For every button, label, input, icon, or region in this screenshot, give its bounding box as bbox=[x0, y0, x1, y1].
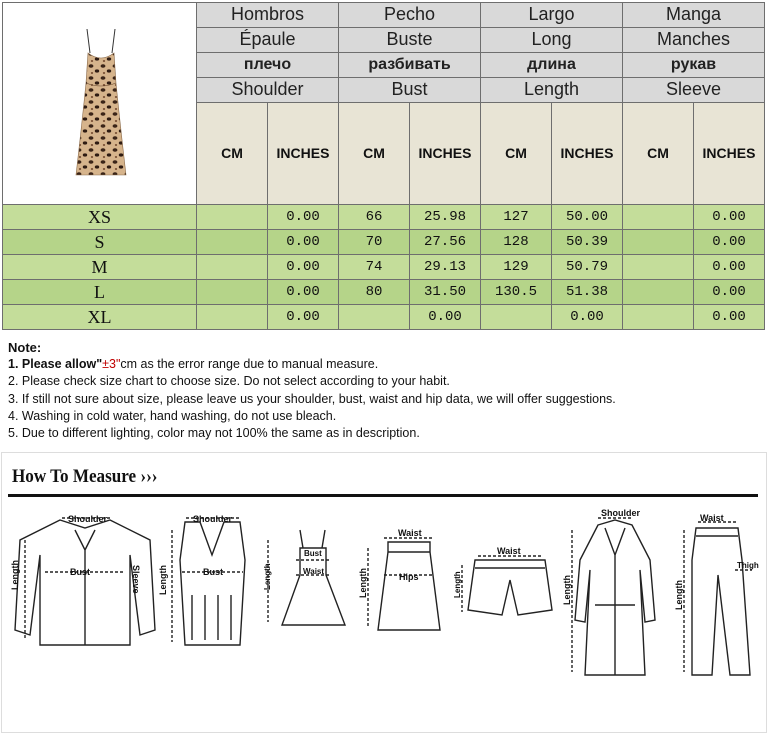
length-cm: 127 bbox=[481, 205, 552, 230]
vest-length-label: Length bbox=[158, 565, 168, 595]
sleeve-inches: 0.00 bbox=[694, 280, 765, 305]
shorts-illustration bbox=[462, 556, 552, 615]
header-en-bust: Bust bbox=[339, 77, 481, 102]
size-label: XS bbox=[3, 205, 197, 230]
unit-inches: INCHES bbox=[268, 102, 339, 204]
sleeve-cm bbox=[623, 305, 694, 330]
header-fr-sleeve: Manches bbox=[623, 27, 765, 52]
unit-inches: INCHES bbox=[694, 102, 765, 204]
jeans-illustration bbox=[684, 522, 752, 675]
unit-cm: CM bbox=[197, 102, 268, 204]
length-inches: 50.39 bbox=[552, 230, 623, 255]
header-ru-bust: разбивать bbox=[339, 52, 481, 77]
note-4: 4. Washing in cold water, hand washing, do not use bleach. bbox=[8, 408, 337, 423]
shoulder-cm bbox=[197, 280, 268, 305]
cami-dress-illustration bbox=[268, 530, 345, 625]
header-en-sleeve: Sleeve bbox=[623, 77, 765, 102]
header-es-shoulder: Hombros bbox=[197, 3, 339, 28]
skirt-length-label: Length bbox=[358, 568, 368, 598]
skirt-illustration bbox=[368, 538, 440, 630]
shirt-length-label: Length bbox=[10, 560, 20, 590]
unit-inches: INCHES bbox=[410, 102, 481, 204]
coat-length-label: Length bbox=[562, 575, 572, 605]
dress-waist-label: Waist bbox=[303, 567, 325, 576]
note-5: 5. Due to different lighting, color may not 100% the same as in description. bbox=[8, 426, 420, 441]
shoulder-cm bbox=[197, 255, 268, 280]
length-cm: 130.5 bbox=[481, 280, 552, 305]
header-es-bust: Pecho bbox=[339, 3, 481, 28]
jeans-waist-label: Waist bbox=[700, 513, 724, 523]
size-label: M bbox=[3, 255, 197, 280]
size-chart-table bbox=[2, 2, 765, 330]
sleeve-inches: 0.00 bbox=[694, 305, 765, 330]
length-inches: 0.00 bbox=[552, 305, 623, 330]
shirt-shoulder-label: Shoulder bbox=[68, 514, 108, 524]
shoulder-cm bbox=[197, 205, 268, 230]
note-3: 3. If still not sure about size, please leave us your shoulder, bust, waist and hip data, we will offer suggestions. bbox=[8, 391, 616, 406]
leopard-dress-photo bbox=[4, 3, 196, 199]
shoulder-inches: 0.00 bbox=[268, 230, 339, 255]
unit-cm: CM bbox=[481, 102, 552, 204]
size-label: L bbox=[3, 280, 197, 305]
table-row bbox=[3, 305, 765, 330]
header-en-shoulder: Shoulder bbox=[197, 77, 339, 102]
shoulder-inches: 0.00 bbox=[268, 205, 339, 230]
shoulder-cm bbox=[197, 305, 268, 330]
bust-cm: 80 bbox=[339, 280, 410, 305]
note-1-text: cm as the error range due to manual measure. bbox=[120, 357, 379, 372]
divider bbox=[8, 494, 758, 497]
bust-cm bbox=[339, 305, 410, 330]
sleeve-cm bbox=[623, 280, 694, 305]
notes-title: Note: bbox=[8, 340, 42, 355]
shoulder-cm bbox=[197, 230, 268, 255]
unit-cm: CM bbox=[623, 102, 694, 204]
bust-cm: 66 bbox=[339, 205, 410, 230]
trench-coat-illustration bbox=[572, 518, 655, 675]
how-to-measure-text: How To Measure bbox=[12, 466, 137, 487]
shoulder-inches: 0.00 bbox=[268, 255, 339, 280]
jeans-thigh-label: Thigh bbox=[737, 561, 759, 570]
length-inches: 51.38 bbox=[552, 280, 623, 305]
shorts-length-label: Length bbox=[453, 571, 462, 598]
sleeve-inches: 0.00 bbox=[694, 230, 765, 255]
size-label: S bbox=[3, 230, 197, 255]
sleeve-cm bbox=[623, 255, 694, 280]
header-en-length: Length bbox=[481, 77, 623, 102]
product-photo-cell bbox=[3, 3, 197, 205]
shirt-sleeve-label: Sleeve bbox=[131, 565, 141, 594]
header-fr-bust: Buste bbox=[339, 27, 481, 52]
sleeve-cm bbox=[623, 205, 694, 230]
vest-illustration bbox=[172, 518, 245, 645]
bust-inches: 31.50 bbox=[410, 280, 481, 305]
header-ru-shoulder: плечо bbox=[197, 52, 339, 77]
header-ru-length: длина bbox=[481, 52, 623, 77]
dress-bust-label: Bust bbox=[304, 549, 322, 558]
sleeve-inches: 0.00 bbox=[694, 205, 765, 230]
jeans-length-label: Length bbox=[674, 580, 684, 610]
header-ru-sleeve: рукав bbox=[623, 52, 765, 77]
bust-inches: 27.56 bbox=[410, 230, 481, 255]
note-1-bold: 1. Please allow" bbox=[8, 357, 103, 372]
length-cm: 129 bbox=[481, 255, 552, 280]
bust-inches: 29.13 bbox=[410, 255, 481, 280]
vest-shoulder-label: Shoulder bbox=[193, 514, 233, 524]
bust-cm: 70 bbox=[339, 230, 410, 255]
sleeve-cm bbox=[623, 230, 694, 255]
note-2: 2. Please check size chart to choose size. Do not select according to your habit. bbox=[8, 374, 450, 389]
header-es-length: Largo bbox=[481, 3, 623, 28]
coat-shoulder-label: Shoulder bbox=[601, 508, 641, 518]
table-row bbox=[3, 230, 765, 255]
length-inches: 50.00 bbox=[552, 205, 623, 230]
unit-cm: CM bbox=[339, 102, 410, 204]
table-row bbox=[3, 255, 765, 280]
table-row bbox=[3, 205, 765, 230]
note-1-tolerance: ±3" bbox=[102, 357, 121, 372]
sleeve-inches: 0.00 bbox=[694, 255, 765, 280]
bust-inches: 25.98 bbox=[410, 205, 481, 230]
skirt-hips-label: Hips bbox=[399, 572, 419, 582]
unit-inches: INCHES bbox=[552, 102, 623, 204]
shoulder-inches: 0.00 bbox=[268, 280, 339, 305]
length-inches: 50.79 bbox=[552, 255, 623, 280]
header-fr-length: Long bbox=[481, 27, 623, 52]
shoulder-inches: 0.00 bbox=[268, 305, 339, 330]
dress-length-label: Length bbox=[263, 563, 272, 590]
bust-inches: 0.00 bbox=[410, 305, 481, 330]
arrows-icon: ››› bbox=[140, 466, 158, 487]
header-es-sleeve: Manga bbox=[623, 3, 765, 28]
how-to-measure-title bbox=[12, 466, 158, 488]
measure-illustrations bbox=[0, 500, 768, 690]
length-cm: 128 bbox=[481, 230, 552, 255]
header-fr-shoulder: Épaule bbox=[197, 27, 339, 52]
length-cm bbox=[481, 305, 552, 330]
bust-cm: 74 bbox=[339, 255, 410, 280]
notes-section bbox=[8, 339, 758, 442]
note-1 bbox=[8, 356, 758, 373]
vest-bust-label: Bust bbox=[203, 567, 223, 577]
skirt-waist-label: Waist bbox=[398, 528, 422, 538]
table-row bbox=[3, 280, 765, 305]
size-label: XL bbox=[3, 305, 197, 330]
shirt-bust-label: Bust bbox=[70, 567, 90, 577]
shorts-waist-label: Waist bbox=[497, 546, 521, 556]
